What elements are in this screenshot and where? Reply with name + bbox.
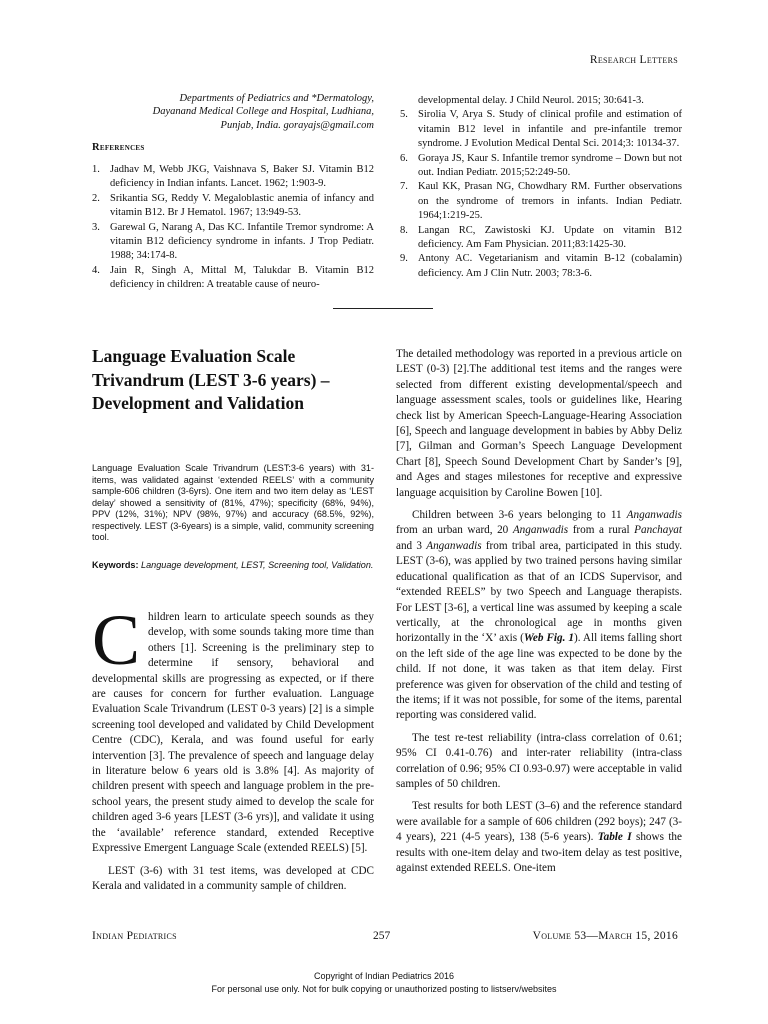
reference-item: [400, 108, 682, 151]
figure-link[interactable]: Web Fig. 1: [523, 632, 575, 645]
keywords: [92, 560, 374, 572]
paragraph-text: shows the results with one-item delay and two-item delay as test positive, against extended REELS. One-item: [396, 831, 682, 874]
keywords-label: Keywords:: [92, 560, 139, 570]
paragraph-text: ). All items falling short on the left side of the age line was expected to be done by the child. If not done, it was taken as that item delay. First preference was given for observation of the child and testing of the items; if it was not possible, for some of the items, parental reporting was considered valid.: [396, 632, 682, 722]
reference-text: Jain R, Singh A, Mittal M, Talukdar B. Vitamin B12 deficiency in children: A treatable cause of neuro-: [110, 264, 374, 291]
reference-number: 6.: [400, 152, 408, 164]
paragraph-text: Test results for both LEST (3–6) and the reference standard were available for a sample of 606 children (292 boys); 247 (3-4 years), 221 (4-5 years), 138 (5-6 years).: [396, 800, 682, 844]
references-heading: References: [92, 142, 145, 153]
section-header: Research Letters: [589, 54, 678, 66]
reference-text: Goraya JS, Kaur S. Infantile tremor syndrome – Down but not out. Indian Pediatr. 2015;52:249-50.: [418, 152, 682, 179]
affiliation-line: Departments of Pediatrics and *Dermatology,: [179, 93, 374, 104]
reference-number: 4.: [92, 264, 100, 276]
reference-text: Kaul KK, Prasan NG, Chowdhary RM. Further observations on the syndrome of tremors in infants. Indian Pediatr. 1964;1:219-25.: [418, 181, 682, 222]
reference-text: developmental delay. J Child Neurol. 2015; 30:641-3.: [418, 95, 644, 106]
paragraph-text: and 3: [396, 539, 422, 552]
reference-item: [400, 152, 682, 181]
usage-notice: For personal use only. Not for bulk copying or unauthorized posting to listserv/websites: [211, 984, 557, 994]
reference-text: Langan RC, Zawistoski KJ. Update on vitamin B12 deficiency. Am Fam Physician. 2011;83:1425-30.: [418, 224, 682, 251]
paragraph-text: Children between 3-6 years belonging to 11: [412, 509, 622, 522]
affiliation-line[interactable]: Punjab, India. gorayajs@gmail.com: [220, 119, 374, 131]
reference-number: 9.: [400, 253, 408, 265]
body-paragraph: The detailed methodology was reported in a previous article on LEST (0-3) [2].The additional test items and the ranges were selected from different existing developmental/speech and language assessment scales, tools or guidelines like, Hearing check list by American Speech-Language-Hearing Association [6], Speech and language development in babies by Abby Deliz [7], Gilman and Gorman’s Speech Language Development Chart [8], Speech Sound Development Chart by Sander’s [9], and Ages and stages milestones for receptive and expressive language acquisition by Caroline Bowen [10].: [396, 348, 682, 499]
reference-item: [400, 180, 682, 223]
section-divider: [333, 308, 433, 309]
body-column-right: [396, 347, 682, 883]
reference-text: Sirolia V, Arya S. Study of clinical profile and estimation of vitamin B12 level in infantile and pre-infantile tremor syndrome. J Evolution Medical Dental Sci. 2014;3: 10134-37.: [418, 109, 682, 150]
body-paragraph: [396, 508, 682, 724]
volume-date: Volume 53—March 15, 2016: [532, 930, 678, 942]
paragraph-text: from tribal area, participated in this study. LEST (3-6), was applied by two trained persons having similar educational qualification as that of an ICDS Supervisor, and “extended REELS” by two Speech and Language therapists. For LEST [3-6], a vertical line was assumed by keeping a scale vertically, at the chronological age in months given horizontally in the ‘X’ axis (: [396, 539, 683, 645]
reference-text: Srikantia SG, Reddy V. Megaloblastic anemia of infancy and vitamin B12. Br J Hematol. 1967; 13:949-53.: [110, 192, 374, 219]
author-affiliation: [140, 92, 374, 132]
table-link[interactable]: Table I: [597, 831, 632, 844]
body-paragraph: [396, 799, 682, 876]
reference-item: [92, 163, 374, 192]
abstract: Language Evaluation Scale Trivandrum (LEST:3-6 years) with 31-items, was validated against ‘extended REELS’ with a community sample-606 children (3-6yrs). One item and two item delay as ‘LEST delay’ showed a sensitivity of (81%, 47%); specificity (68%, 94%), PPV (12%, 31%); NPV (98%, 97%) and accuracy (68.5%, 92%), respectively. LEST (3-6years) is a simple, valid, community screening tool.: [92, 463, 374, 542]
affiliation-line: Dayanand Medical College and Hospital, Ludhiana,: [152, 106, 374, 118]
reference-item: [400, 224, 682, 253]
paragraph-text: from an urban ward, 20: [396, 524, 509, 537]
reference-text: Garewal G, Narang A, Das KC. Infantile Tremor syndrome: A vitamin B12 deficiency syndrome in infants. J Trop Pediatr. 1988; 34:174-8.: [110, 221, 374, 262]
reference-item: [92, 192, 374, 221]
page-number: 257: [373, 930, 391, 942]
italic-term: Anganwadis: [512, 524, 569, 537]
drop-cap: C: [92, 600, 141, 680]
body-column-left: [92, 600, 374, 901]
reference-text: Antony AC. Vegetarianism and vitamin B-12 (cobalamin) deficiency. Am J Clin Nutr. 2003; 78:3-6.: [418, 253, 682, 279]
body-paragraph: The test re-test reliability (intra-class correlation of 0.61; 95% CI 0.41-0.76) and inter-rater reliability (intra-class correlation of 0.96; 95% CI 0.93-0.97) were acceptable in valid samples of 50 children.: [396, 731, 682, 790]
reference-item-continued: [400, 94, 682, 108]
reference-list-right: [400, 94, 682, 281]
reference-number: 1.: [92, 164, 100, 175]
body-paragraph: [92, 600, 374, 857]
reference-item: [92, 221, 374, 264]
italic-term: Anganwadis: [426, 539, 482, 552]
article-title: Language Evaluation Scale Trivandrum (LEST 3-6 years) – Development and Validation: [92, 346, 330, 413]
paragraph-text: from a rural: [572, 524, 630, 537]
keywords-text: Language development, LEST, Screening tool, Validation.: [141, 560, 374, 570]
reference-number: 5.: [400, 109, 408, 121]
italic-term: Panchayat: [634, 524, 683, 537]
reference-list-left: [92, 163, 374, 293]
journal-name: Indian Pediatrics: [92, 930, 177, 942]
paragraph-text: hildren learn to articulate speech sounds as they develop, with some sounds taking more time than others [1]. Screening is the preliminary step to determine if sensory, behavioral and developmental skills are progressing as expected, or if there are causes for concern for further evaluation. Language Evaluation Scale Trivandrum (LEST 0-3 years) [2] is a simple screening tool developed and validated by Child Development Centre (CDC), Kerala, and was found useful for early intervention [3]. The prevalence of speech and language delay in literature below 6 years old is 3.8% [4]. As majority of children present with speech and language problem in the pre-school years, the present study aimed to develop the scale for children aged 3-6 years [LEST (3-6 yrs)], and validate it using the ‘available’ reference standard, extended Receptive Expressive Emergent Language Scale (extended REELS) [5].: [92, 611, 374, 855]
reference-item: [92, 264, 374, 293]
reference-number: 7.: [400, 181, 408, 193]
copyright-line: Copyright of Indian Pediatrics 2016: [313, 971, 455, 981]
reference-number: 2.: [92, 192, 100, 204]
reference-number: 8.: [400, 224, 408, 236]
body-paragraph: LEST (3-6) with 31 test items, was developed at CDC Kerala and validated in a community sample of children.: [92, 864, 374, 892]
reference-number: 3.: [92, 221, 100, 233]
reference-text: Jadhav M, Webb JKG, Vaishnava S, Baker SJ. Vitamin B12 deficiency in Indian infants. Lancet. 1962; 1:903-9.: [110, 164, 374, 190]
italic-term: Anganwadis: [626, 509, 682, 522]
reference-item: [400, 252, 682, 281]
